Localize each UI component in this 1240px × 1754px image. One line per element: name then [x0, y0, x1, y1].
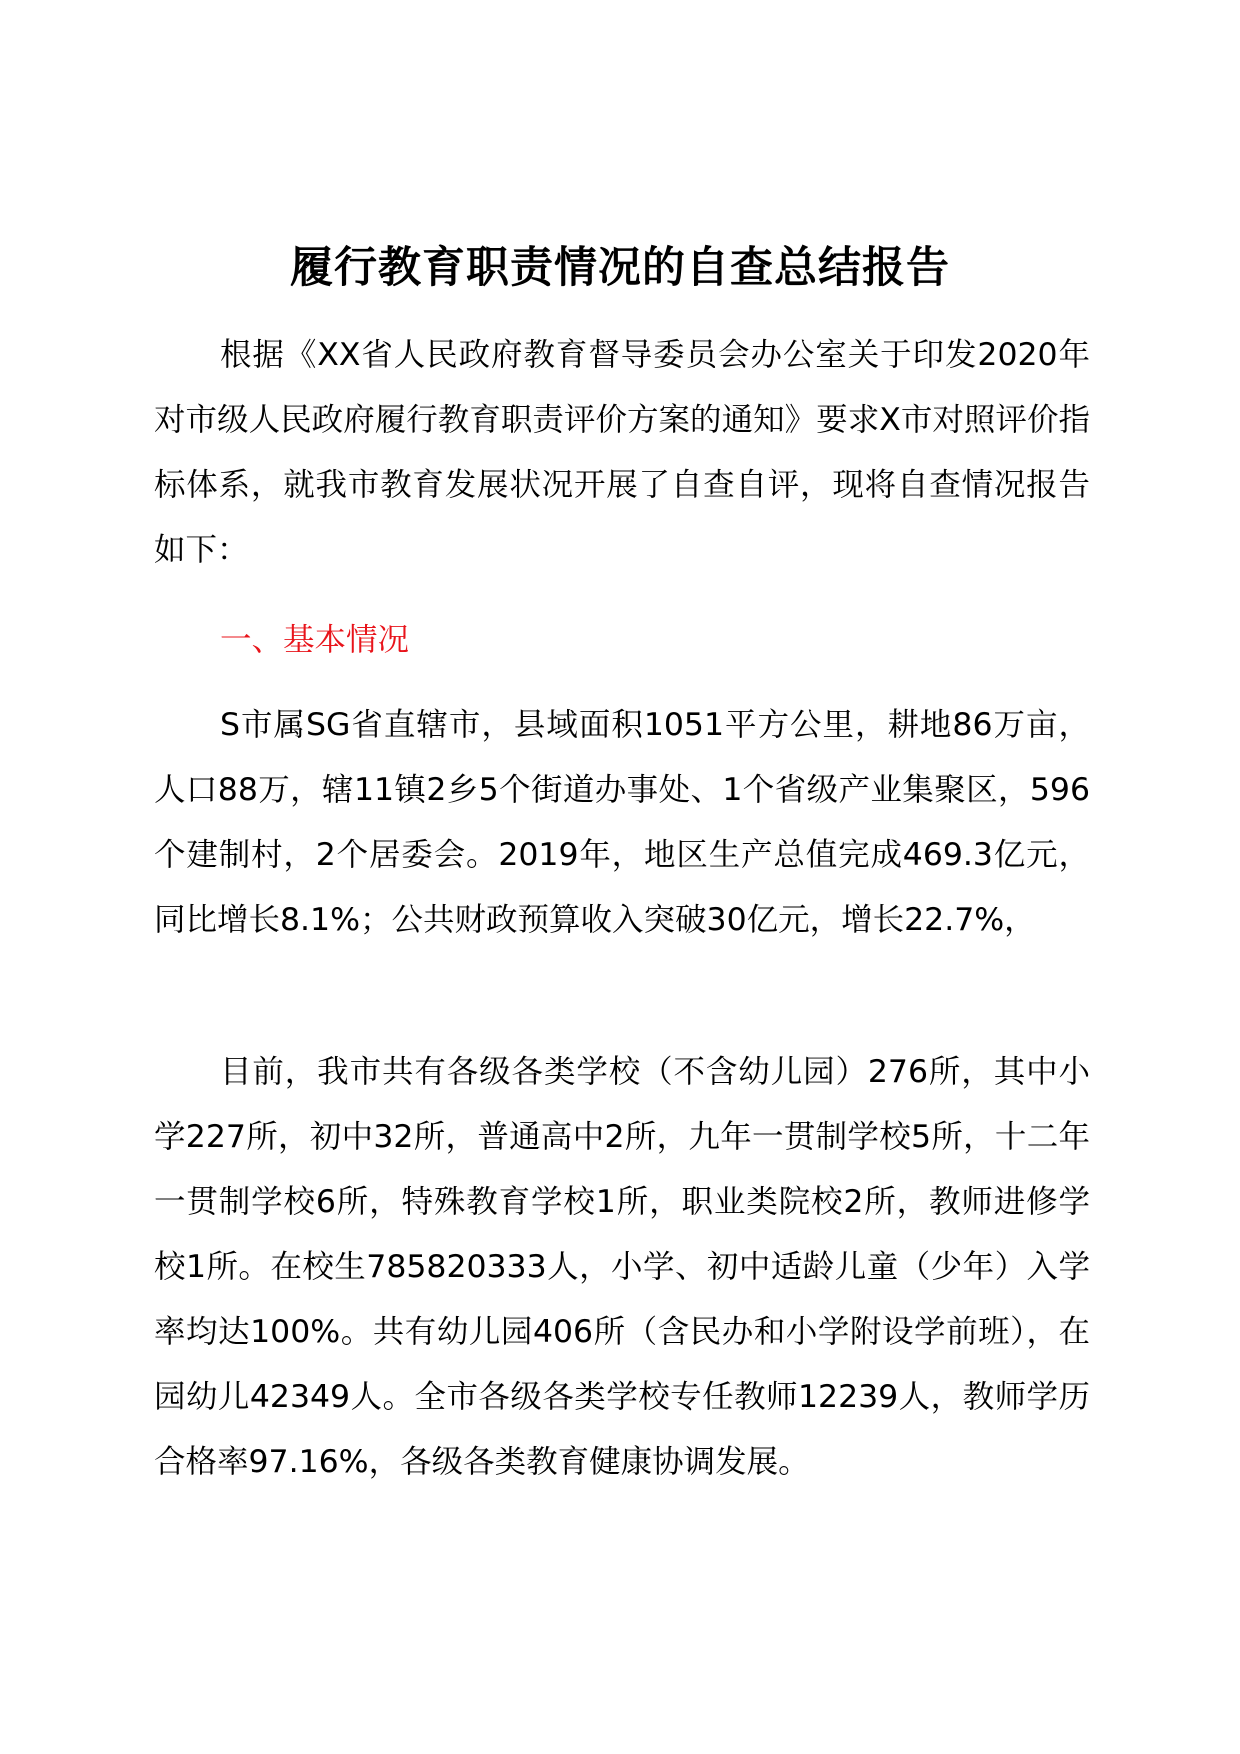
document-title: 履行教育职责情况的自查总结报告 — [290, 243, 950, 293]
section-heading: 一、基本情况 — [220, 622, 410, 658]
basic-info-paragraph: S市属SG省直辖市，县域面积1051平方公里，耕地86万亩，人口88万，辖11镇2乡5个街道办事处、1个省级产业集聚区，596个建制村，2个居委会。2019年，地区生产总值完成469.3亿元，同比增长8.1%；公共财政预算收入突破30亿元，增长22.7%， — [154, 707, 1090, 938]
school-stats-paragraph: 目前，我市共有各级各类学校（不含幼儿园）276所，其中小学227所，初中32所，普通高中2所，九年一贯制学校5所，十二年一贯制学校6所，特殊教育学校1所，职业类院校2所，教师进修学校1所。在校生785820333人，小学、初中适龄儿童（少年）入学率均达100%。共有幼儿园406所（含民办和小学附设学前班），在园幼儿42349人。全市各级各类学校专任教师12239人，教师学历合格率97.16%，各级各类教育健康协调发展。 — [154, 1054, 1090, 1480]
intro-paragraph: 根据《XX省人民政府教育督导委员会办公室关于印发2020年对市级人民政府履行教育职责评价方案的通知》要求X市对照评价指标体系，就我市教育发展状况开展了自查自评，现将自查情况报告如下： — [154, 337, 1090, 568]
